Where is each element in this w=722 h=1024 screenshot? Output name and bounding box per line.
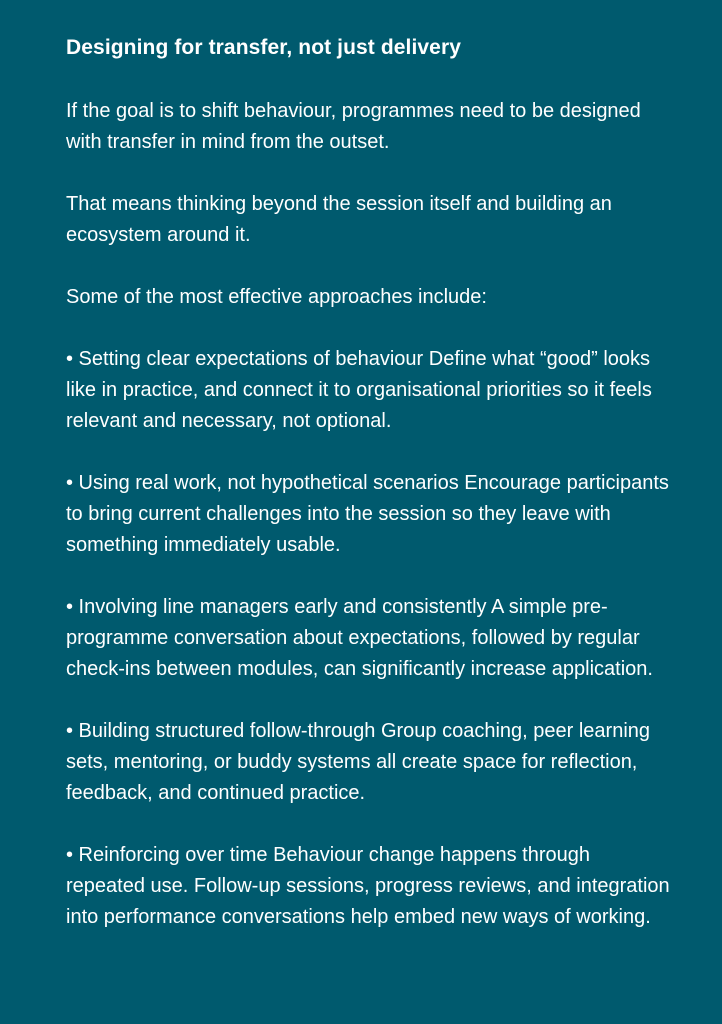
intro-paragraph: If the goal is to shift behaviour, programmes need to be designed with transfer in mind from the outset. bbox=[66, 100, 641, 153]
bullet-follow-through: • Building structured follow-through Group coaching, peer learning sets, mentoring, or buddy systems all create space for reflection, feedback, and continued practice. bbox=[66, 720, 651, 804]
bullet-line-managers: • Involving line managers early and consistently A simple pre-programme conversation about expectations, followed by regular check-ins between modules, can significantly increase application. bbox=[66, 596, 653, 680]
ecosystem-paragraph: That means thinking beyond the session itself and building an ecosystem around it. bbox=[66, 193, 612, 246]
section-title: Designing for transfer, not just delivery bbox=[66, 36, 462, 59]
bullet-real-work: • Using real work, not hypothetical scenarios Encourage participants to bring current challenges into the session so they leave with something immediately usable. bbox=[66, 472, 669, 556]
bullet-expectations: • Setting clear expectations of behaviour Define what “good” looks like in practice, and connect it to organisational priorities so it feels relevant and necessary, not optional. bbox=[66, 348, 652, 432]
bullet-reinforcing: • Reinforcing over time Behaviour change happens through repeated use. Follow-up sessions, progress reviews, and integration into performance conversations help embed new ways of working. bbox=[66, 844, 670, 928]
approaches-intro: Some of the most effective approaches include: bbox=[66, 286, 487, 308]
